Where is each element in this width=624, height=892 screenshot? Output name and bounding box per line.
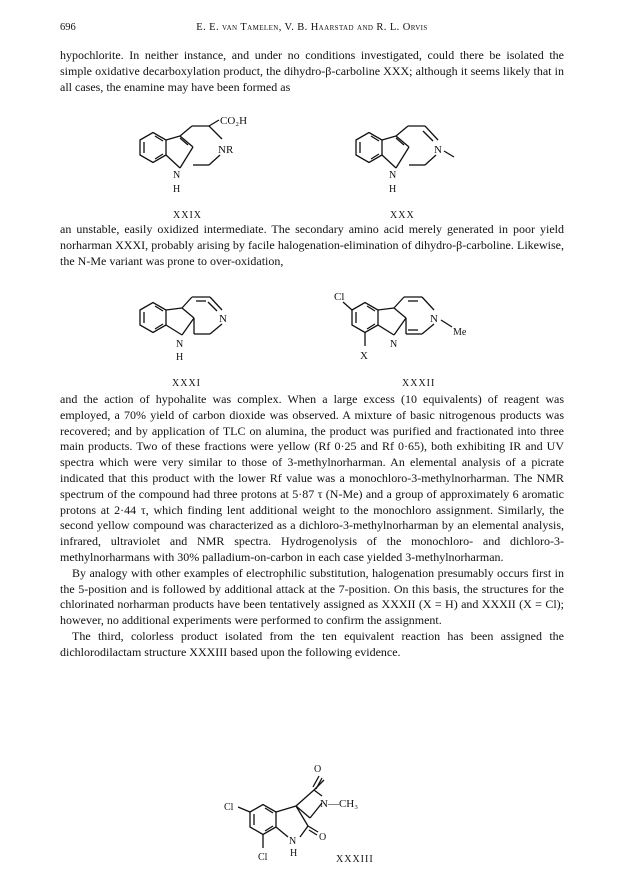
- indole-nitrogen-label: N: [390, 339, 398, 350]
- carboxyl-group-label: CO₂H: [220, 115, 248, 127]
- indole-nitrogen-label: N: [176, 339, 184, 350]
- structure-label-xxix: XXIX: [173, 210, 202, 221]
- lactam-oxygen-label: O: [319, 832, 327, 843]
- indole-nitrogen-label: N: [173, 170, 181, 181]
- running-title: E. E. van Tamelen, V. B. Haarstad and R. L. Orvis: [196, 22, 428, 33]
- indole-hydrogen-label: H: [389, 184, 397, 195]
- structure-xxix: [136, 100, 286, 222]
- paragraph-3: [60, 392, 564, 661]
- chloro-substituent-label: Cl: [334, 291, 345, 303]
- ring-nitrogen-label: N: [430, 313, 438, 325]
- paragraph-1-text: hypochlorite. In neither instance, and under no conditions investigated, could there be isolated the simple oxidative decarboxylation product, the dihydro-β-carboline XXX; although it seems likely that in all cases, the enamine may have been formed as: [60, 48, 564, 94]
- x-substituent-label: X: [360, 350, 368, 362]
- indole-hydrogen-label: H: [173, 184, 181, 195]
- bottom-chloro-label: Cl: [258, 852, 268, 863]
- top-carbonyl-oxygen-label: O: [314, 764, 322, 775]
- structure-xxxiii: [216, 758, 386, 886]
- structure-label-xxx: XXX: [390, 210, 415, 221]
- structure-label-xxxii: XXXII: [402, 378, 436, 389]
- page-number: 696: [60, 22, 76, 33]
- indole-nitrogen-label: N: [289, 836, 297, 847]
- structure-xxxi: [136, 280, 286, 392]
- n-methyl-label: N—CH₃: [320, 798, 359, 810]
- indole-hydrogen-label: H: [176, 352, 184, 363]
- page-header: [60, 20, 564, 38]
- paragraph-2-text: an unstable, easily oxidized intermediate. The secondary amino acid merely generated in poor yield norharman XXXI, probably arising by facile halogenation-elimination of dihydro-β-carboline. Likewise, the N-Me variant was prone to over-oxidation,: [60, 222, 564, 268]
- structure-label-xxxi: XXXI: [172, 378, 201, 389]
- indole-hydrogen-label: H: [290, 848, 298, 859]
- ring-nitrogen-label: N: [434, 144, 442, 156]
- paragraph-4-text: By analogy with other examples of electrophilic substitution, halogenation presumably occurs first in the 5-position and is followed by additional attack at the 7-position. On this basis, the structures for the chlorinated norharman products have been tentatively assigned as XXXII (X = H) and XXXII (X = Cl); however, no additional experiments were performed to confirm the assignment.: [60, 565, 564, 628]
- paragraph-3-text: and the action of hypohalite was complex. When a large excess (10 equivalents) of reagent was employed, a 70% yield of carbon dioxide was observed. A mixture of basic nitrogenous products was recovered; and by application of TLC on alumina, the product was purified and fractionated into three main products. Two of these fractions were yellow (Rf 0·25 and Rf 0·65), both exhibiting IR and UV spectra which were very similar to those of 3-methylnorharman. An elemental analysis of a picrate indicated that this product with the lower Rf value was a monochloro-3-methylnorharman. The NMR spectrum of the compound had three protons at 5·87 τ (N-Me) and a group of approximately 6 aromatic protons at 2·44 τ, which finding lent additional weight to the monochloro assignment. Similarly, the second yellow compound was characterized as a dichloro-3-methylnorharman by an elemental analysis, infrared, ultraviolet and NMR spectra. Hydrogenolysis of the monochloro- and dichloro-3-methylnorharmans with 30% palladium-on-carbon in each case yielded 3-methylnorharman.: [60, 392, 565, 564]
- structure-xxx: [352, 100, 492, 222]
- indole-nitrogen-label: N: [389, 170, 397, 181]
- paragraph-5-text: The third, colorless product isolated from the ten equivalent reaction has been assigned the dichlorodilactam structure XXXIII based upon the following evidence.: [60, 628, 564, 659]
- ring-nitrogen-label: NR: [218, 144, 234, 156]
- left-chloro-label: Cl: [224, 802, 234, 813]
- methyl-label: Me: [453, 327, 467, 338]
- paragraph-2: [60, 222, 564, 269]
- structure-label-xxxiii: XXXIII: [336, 854, 374, 865]
- paragraph-1: [60, 48, 564, 95]
- structure-xxxii: [330, 280, 530, 392]
- ring-nitrogen-label: N: [219, 313, 227, 325]
